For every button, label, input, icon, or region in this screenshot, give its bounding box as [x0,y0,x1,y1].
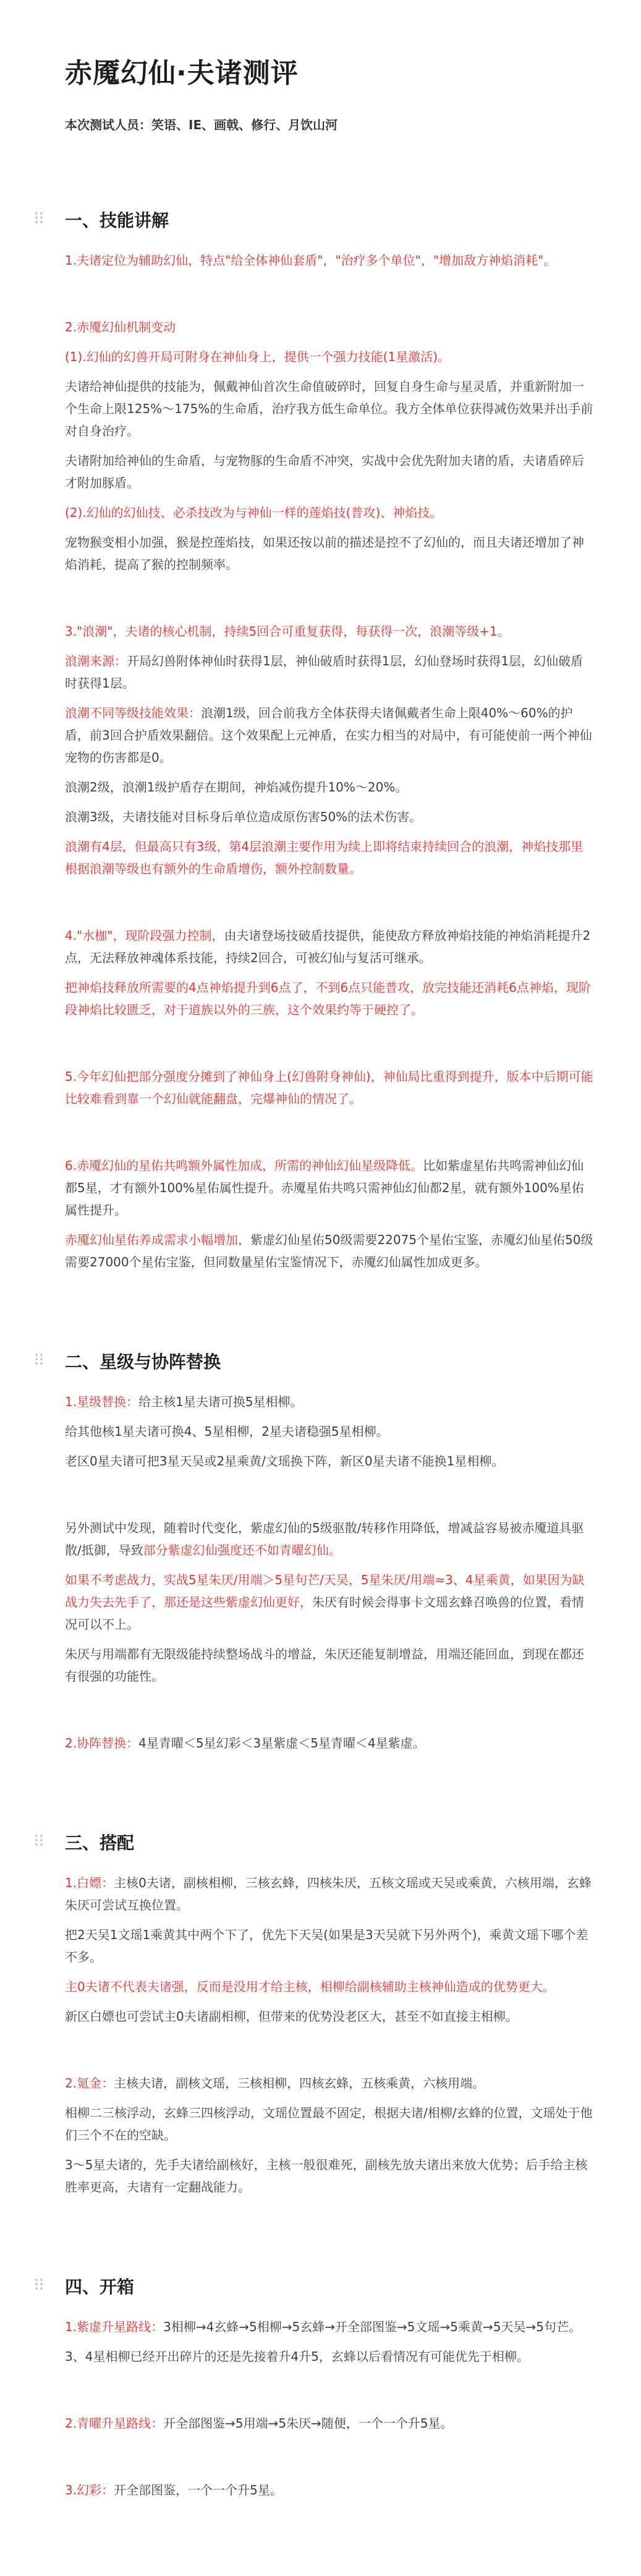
section-heading: 一、技能讲解 [65,210,169,231]
section-star-replacement [65,1349,595,1754]
text: 3相柳→4玄蜂→5相柳→5玄蜂→开全部图鉴→5文瑶→5乘黄→5天吴→5句芒。 [163,2319,581,2334]
paragraph [65,1872,595,1916]
text: 朱厌有时候会得事卡文瑶玄蜂召唤兽的位置，看情况可以不上。 [65,1595,584,1632]
paragraph [65,1732,595,1754]
paragraph: 新区白嫖也可尝试主0夫诸副相柳，但带来的优势没老区大，甚至不如直接主相柳。 [65,2009,518,2024]
highlight: 1.白嫖： [65,1875,114,1890]
text: 主核夫诸，副核文瑶，三核相柳，四核玄蜂，五核乘黄，六核用端。 [114,2076,485,2091]
paragraph [65,1517,595,1561]
section-skills [65,207,595,1273]
highlight: 2.协阵替换： [65,1736,139,1751]
drag-handle-icon[interactable] [35,212,44,226]
highlight: 1.星级替换： [65,1394,139,1409]
text: 由夫诸登场技破盾技提供，能使敌方释放神焰技能的神焰消耗提升2点，无法释放神魂体系技能，持续2回合，可被幻仙与复活可继承。 [65,928,591,965]
paragraph: 把2天吴1文瑶1乘黄其中两个下了，优先下天吴(如果是3天吴就下另外两个)，乘黄文瑶下哪个差不多。 [65,1927,588,1964]
paragraph [65,702,595,769]
section-unboxing [65,2274,595,2501]
highlight: 4."水枷"，现阶段强力控制， [65,928,224,943]
section-heading: 三、搭配 [65,1833,135,1853]
paragraph [65,1229,595,1273]
text: 开局幻兽附体神仙时获得1层，神仙破盾时获得1层，幻仙登场时获得1层，幻仙破盾时获得1层。 [65,654,584,691]
text: 紫虚幻仙星佑50级需要22075个星佑宝鉴，赤魇幻仙星佑50级需要27000个星佑宝鉴，但同数量星佑宝鉴情况下，赤魇幻仙属性加成更多。 [65,1232,593,1269]
paragraph [65,2316,595,2338]
paragraph: 3～5星夫诸的，先手夫诸给副核好，主核一般很难死，副核先放夫诸出来放大优势；后手给主核胜率更高，夫诸有一定翻战能力。 [65,2157,588,2194]
paragraph: 给其他核1星夫诸可换4、5星相柳，2星夫诸稳强5星相柳。 [65,1424,389,1439]
drag-handle-icon[interactable] [35,1354,44,1367]
paragraph: 主0夫诸不代表夫诸强，反而是没用才给主核，相柳给副核辅助主核神仙造成的优势更大。 [65,1979,555,1994]
page-title: 赤魇幻仙·夫诸测评 [65,58,299,89]
paragraph [65,650,595,694]
paragraph [65,2072,595,2094]
text: 另外测试中发现，随着时代变化，紫虚幻仙的5级驱散/转移作用降低，增减益容易被赤魇道具驱散/抵御，导致 [65,1520,584,1558]
paragraph: 1.夫诸定位为辅助幻仙，特点"给全体神仙套盾"，"治疗多个单位"，"增加敌方神焰消耗"。 [65,253,556,268]
highlight: 赤魇幻仙星佑养成需求小幅增加， [65,1232,250,1247]
highlight: 部分紫虚幻仙强度还不如青曜幻仙。 [143,1543,341,1558]
paragraph: 浪潮有4层，但最高只有3级，第4层浪潮主要作用为续上即将结束持续回合的浪潮，神焰技那里根据浪潮等级也有额外的生命盾增伤，额外控制数量。 [65,839,584,876]
text: 给主核1星夫诸可换5星相柳。 [138,1394,303,1409]
section-heading: 四、开箱 [65,2277,135,2297]
text: 比如紫虚星佑共鸣需神仙幻仙都5星，才有额外100%星佑属性提升。赤魇星佑共鸣只需神仙幻仙都2星，就有额外100%星佑属性提升。 [65,1158,584,1218]
paragraph: 浪潮2级，浪潮1级护盾存在期间，神焰减伤提升10%～20%。 [65,780,408,795]
drag-handle-icon[interactable] [35,2279,44,2292]
paragraph: 2.赤魇幻仙机制变动 [65,320,176,335]
text: 开全部图鉴，一个一个升5星。 [114,2483,282,2497]
paragraph: 夫诸给神仙提供的技能为，佩戴神仙首次生命值破碎时，回复自身生命与星灵盾，并重新附加一个生命上限125%～175%的生命盾，治疗我方低生命单位。我方全体单位获得减伤效果并出手前对自身治疗。 [65,379,593,438]
text: 开全部图鉴→5用端→5朱厌→随便，一个一个升5星。 [163,2416,453,2431]
paragraph: 3、4星相柳已经开出碎片的还是先接着升4升5，玄蜂以后看情况有可能优先于相柳。 [65,2349,529,2364]
paragraph: 浪潮3级，夫诸技能对目标身后单位造成原伤害50%的法术伤害。 [65,809,422,824]
testers-line: 本次测试人员：笑语、IE、画戟、修行、月饮山河 [65,117,338,132]
paragraph [65,1391,595,1413]
paragraph [65,1569,595,1636]
paragraph: 夫诸附加给神仙的生命盾，与宠物豚的生命盾不冲突，实战中会优先附加夫诸的盾，夫诸盾碎后才附加豚盾。 [65,453,584,490]
paragraph [65,2479,595,2501]
paragraph: 相柳二三核浮动，玄蜂三四核浮动，文瑶位置最不固定，根据夫诸/相柳/玄蜂的位置，文瑶处于他们三个不在的空缺。 [65,2105,593,2143]
highlight: 如果不考虑战力，实战5星朱厌/用端＞5星句芒/天吴，5星朱厌/用端≈3、4星乘黄，如果因为缺战力失去先手了，那还是这些紫虚幻仙更好， [65,1572,585,1610]
paragraph: 5.今年幻仙把部分强度分摊到了神仙身上(幻兽附身神仙)，神仙局比重得到提升，版本中后期可能比较难看到靠一个幻仙就能翻盘，完爆神仙的情况了。 [65,1069,593,1106]
paragraph: (1).幻仙的幻兽开局可附身在神仙身上，提供一个强力技能(1星激活)。 [65,349,451,364]
paragraph: 宠物猴变相小加强，猴是控莲焰技，如果还按以前的描述是控不了幻仙的，而且夫诸还增加了神焰消耗，提高了猴的控制频率。 [65,535,584,572]
paragraph [65,2412,595,2434]
text: 浪潮1级，回合前我方全体获得夫诸佩戴者生命上限40%～60%的护盾，前3回合护盾效果翻倍。这个效果配上元神盾，在实力相当的对局中，有可能使前一两个神仙宠物的伤害都是0。 [65,706,592,765]
paragraph: (2).幻仙的幻仙技、必杀技改为与神仙一样的莲焰技(普攻)、神焰技。 [65,505,443,520]
section-lineup [65,1830,595,2198]
highlight: 1.紫虚升星路线： [65,2319,164,2334]
highlight: 2.青曜升星路线： [65,2416,164,2431]
paragraph [65,1154,595,1221]
text: 主核0夫诸，副核相柳，三核玄蜂，四核朱厌，五核文瑶或天吴或乘黄，六核用端，玄蜂朱厌可尝试互换位置。 [65,1875,592,1913]
highlight: 6.赤魇幻仙的星佑共鸣额外属性加成，所需的神仙幻仙星级降低。 [65,1158,423,1173]
paragraph: 朱厌与用端都有无限级能持续整场战斗的增益，朱厌还能复制增益，用端还能回血，到现在都还有很强的功能性。 [65,1647,584,1684]
text: 4星青曜＜5星幻彩＜3星紫虚＜5星青曜＜4星紫虚。 [138,1736,425,1751]
drag-handle-icon[interactable] [35,1835,44,1848]
highlight: 浪潮来源： [65,654,127,668]
section-heading: 二、星级与协阵替换 [65,1352,221,1372]
highlight: 3.幻彩： [65,2483,114,2497]
paragraph: 把神焰技释放所需要的4点神焰提升到6点了，不到6点只能普攻，放完技能还消耗6点神焰，现阶段神焰比较匮乏，对于道族以外的三族，这个效果约等于硬控了。 [65,980,591,1017]
highlight: 浪潮不同等级技能效果： [65,706,201,720]
paragraph [65,924,595,969]
paragraph: 3."浪潮"，夫诸的核心机制，持续5回合可重复获得，每获得一次，浪潮等级+1。 [65,624,510,639]
paragraph: 老区0星夫诸可把3星天吴或2星乘黄/文瑶换下阵，新区0星夫诸不能换1星相柳。 [65,1454,504,1469]
highlight: 2.氪金： [65,2076,114,2091]
